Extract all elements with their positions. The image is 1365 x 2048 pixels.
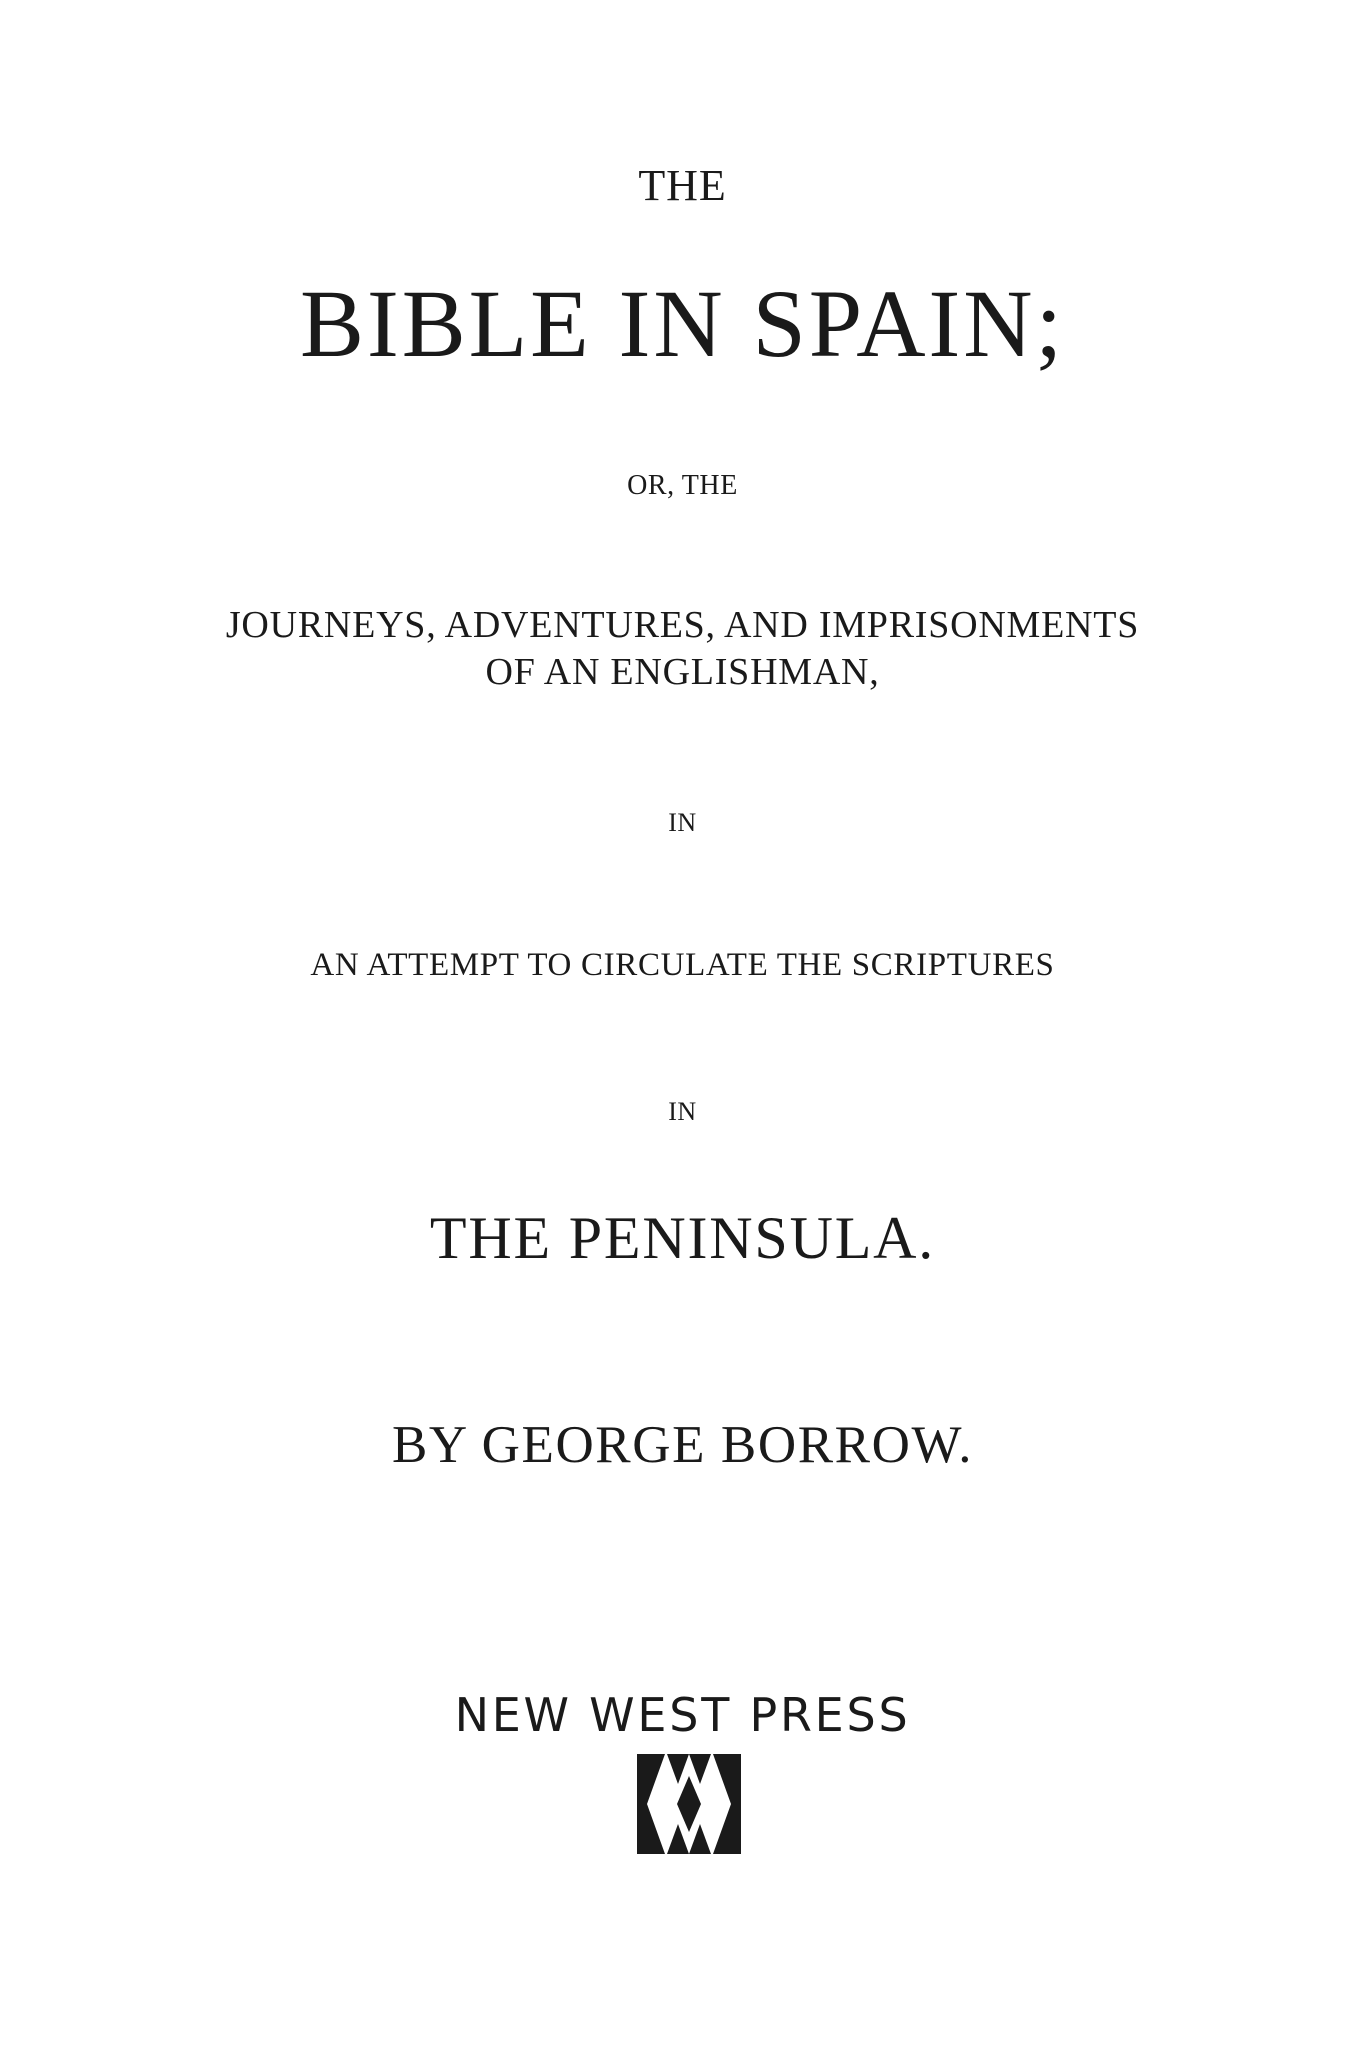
attempt-text: AN ATTEMPT TO CIRCULATE THE SCRIPTURES <box>310 947 1055 983</box>
publisher-name: NEW WEST PRESS <box>454 1688 911 1742</box>
subtitle-line-1: JOURNEYS, ADVENTURES, AND IMPRISONMENTS <box>225 604 1140 646</box>
in-text-1: IN <box>668 808 697 837</box>
author-line: BY GEORGE BORROW. <box>391 1416 974 1474</box>
double-chevron-logo-icon <box>637 1754 741 1854</box>
pre-title: THE <box>638 161 727 210</box>
book-title: BIBLE IN SPAIN; <box>299 270 1066 377</box>
peninsula-text: THE PENINSULA. <box>429 1205 936 1271</box>
in-text-2: IN <box>668 1097 697 1126</box>
subtitle-line-2: OF AN ENGLISHMAN, <box>485 651 880 693</box>
or-the-text: OR, THE <box>627 470 738 501</box>
